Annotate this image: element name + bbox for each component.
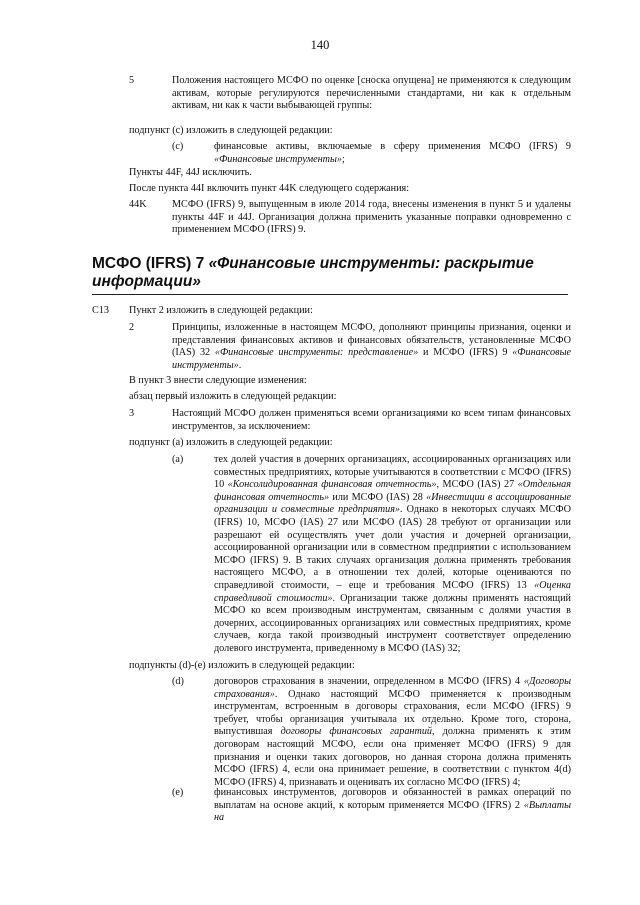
paragraph-2-number: 2 [129, 322, 135, 333]
paragraph-44k-instruction: После пункта 44I включить пункт 44K следующего содержания: [129, 183, 410, 194]
subparagraph-c-instruction: подпункт (c) изложить в следующей редакции: [129, 125, 333, 136]
item-a-text: тех долей участия в дочерних организациях, ассоциированных организациях или совместных предприятиях, которые учитываются в соответствии с МСФО (IFRS) 10 «Консолидированная финансовая отчетность», МСФО (IAS) 27 «Отдельная финансовая отчетность» или МСФО (IAS) 28 «Инвестиции в ассоциированные организации и совместные предприятия». Однако в некоторых случаях МСФО (IFRS) 10, МСФО (IAS) 27 или МСФО (IAS) 28 требуют от организации или разрешают ей осуществлять учет доли участия и дочерней организации, ассоциированной организации или в совместном предприятии с использованием МСФО (IFRS) 9. В таких случаях организация должна применять требования настоящего МСФО, а в отношении тех долей, которые оцениваются по справедливой стоимости, – еще и требования МСФО (IFRS) 13 «Оценка справедливой стоимости». Организации также должны применять настоящий МСФО ко всем производным инструментам, связанным с долями участия в дочерних, ассоциированных организациях или совместных предприятиях, кроме случаев, когда такой производный инструмент соответствует определению долевого инструмента, приведенному в МСФО (IAS) 32; [214, 454, 572, 654]
heading-underline [92, 294, 568, 295]
item-d-text: договоров страхования в значении, определенном в МСФО (IFRS) 4 «Договоры страхования». Однако настоящий МСФО применяется к производным инструментам, встроенным в договоры страхования, если МСФО (IFRS) 9 требует, чтобы организация учитывала их отдельно. Кроме того, сторона, выпустившая договоры финансовых гарантий, должна применять к этим договорам настоящий МСФО, если она применяет МСФО (IFRS) 9 для признания и оценки таких договоров, но данная сторона должна применять МСФО (IFRS) 4, если она принимает решение, в соответствии с пунктом 4(d) МСФО (IFRS) 4, признавать и оценивать их согласно МСФО (IFRS) 4; [214, 676, 571, 788]
paragraph-3-number: 3 [129, 408, 135, 419]
paragraph-3-changes-instruction: В пункт 3 внести следующие изменения: [129, 375, 307, 386]
subparagraphs-de-instruction: подпункты (d)-(e) изложить в следующей редакции: [129, 660, 355, 671]
paragraph-5-number: 5 [129, 75, 135, 86]
paragraph-3-text: Настоящий МСФО должен применяться всеми организациями ко всем типам финансовых инструментов, за исключением: [172, 408, 571, 432]
paragraph-44k-number: 44K [129, 199, 147, 210]
item-c-text: финансовые активы, включаемые в сферу применения МСФО (IFRS) 9 «Финансовые инструменты»; [214, 141, 571, 165]
subparagraph-a-instruction: подпункт (a) изложить в следующей редакции: [129, 437, 333, 448]
item-a-label: (a) [172, 454, 184, 465]
page-number: 140 [310, 38, 330, 52]
item-c-label: (c) [172, 141, 184, 152]
section-c13-text: Пункт 2 изложить в следующей редакции: [129, 305, 313, 316]
paragraph-44k-text: МСФО (IFRS) 9, выпущенным в июле 2014 года, внесены изменения в пункт 5 и удалены пункты 44F и 44J. Организация должна применить указанные поправки одновременно с применением МСФО (IFRS) 9. [172, 199, 571, 236]
paragraph-3-first-para-instruction: абзац первый изложить в следующей редакции: [129, 391, 337, 402]
item-d-label: (d) [172, 676, 184, 687]
paragraph-2-text: Принципы, изложенные в настоящем МСФО, дополняют принципы признания, оценки и представления финансовых активов и финансовых обязательств, установленные МСФО (IAS) 32 «Финансовые инструменты: представление» и МСФО (IFRS) 9 «Финансовые инструменты». [172, 322, 571, 371]
paragraph-5-text: Положения настоящего МСФО по оценке [сноска опущена] не применяются к следующим активам, которые регулируются перечисленными стандартами, ни как к отдельным активам, ни как к части выбывающей группы: [172, 75, 571, 112]
section-c13-label: C13 [92, 305, 109, 316]
item-e-label: (e) [172, 787, 184, 798]
section-heading: МСФО (IFRS) 7 «Финансовые инструменты: раскрытие информации» [92, 255, 534, 290]
paragraph-44f-deletion: Пункты 44F, 44J исключить. [129, 167, 252, 178]
item-e-text: финансовых инструментов, договоров и обязанностей в рамках операций по выплатам на основе акций, к которым применяется МСФО (IFRS) 2 «Выплаты на [214, 787, 571, 824]
